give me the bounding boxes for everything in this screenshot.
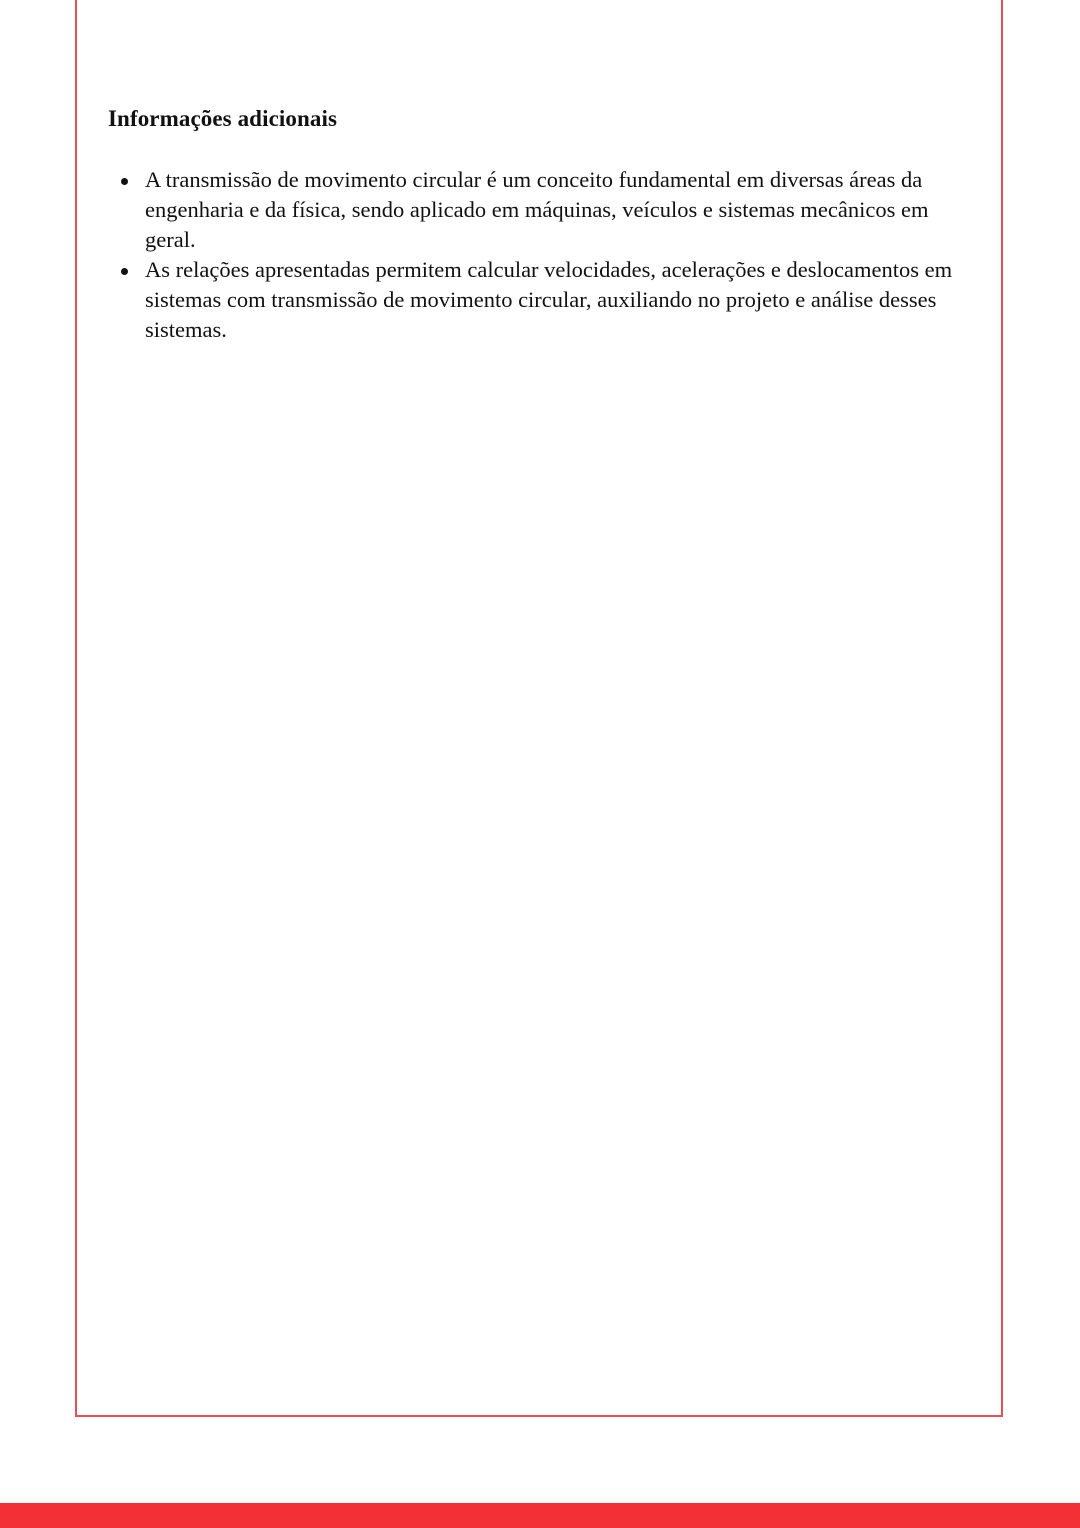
list-item-text: A transmissão de movimento circular é um conceito fundamental em diversas áreas da engenharia e da física, sendo aplicado em máquinas, veículos e sistemas mecânicos em geral. bbox=[145, 167, 929, 252]
list-item bbox=[108, 165, 958, 255]
bullet-icon bbox=[121, 178, 128, 185]
section-heading: Informações adicionais bbox=[108, 106, 337, 131]
list-item-text: As relações apresentadas permitem calcular velocidades, acelerações e deslocamentos em sistemas com transmissão de movimento circular, auxiliando no projeto e análise desses sistemas. bbox=[145, 257, 953, 342]
content-area bbox=[108, 103, 958, 345]
list-item bbox=[108, 255, 958, 345]
bullet-list bbox=[108, 165, 958, 345]
bullet-icon bbox=[121, 268, 128, 275]
footer-accent-bar bbox=[0, 1503, 1080, 1528]
